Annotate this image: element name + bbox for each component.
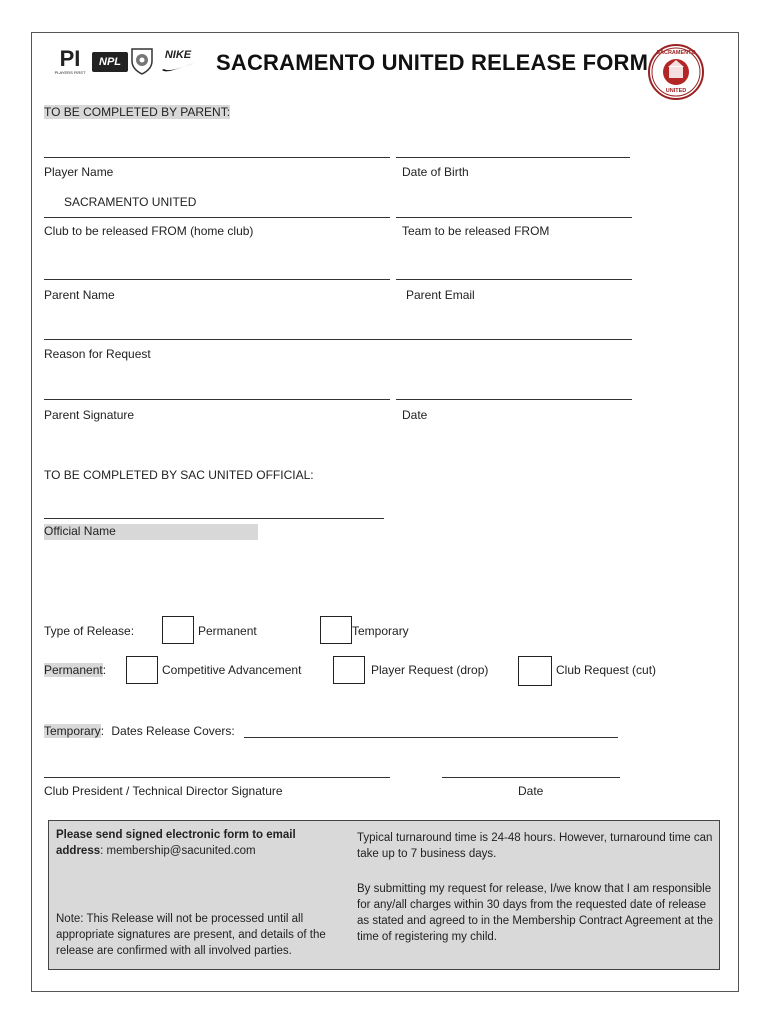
club-request-option-label: Club Request (cut) <box>556 663 657 677</box>
swoosh-icon <box>160 61 196 73</box>
club-line[interactable] <box>44 217 390 218</box>
official-name-label: Official Name <box>44 524 258 540</box>
nike-logo <box>158 48 198 74</box>
pi-logo-text: PI <box>59 45 81 71</box>
npl-logo <box>92 52 128 72</box>
parent-signature-line[interactable] <box>44 399 390 400</box>
player-request-checkbox[interactable] <box>333 656 365 684</box>
dates-line[interactable] <box>244 737 618 738</box>
player-name-label: Player Name <box>44 165 114 179</box>
dob-line[interactable] <box>396 157 630 158</box>
nike-logo-text: NIKE <box>164 48 192 61</box>
type-of-release-label: Type of Release: <box>44 624 135 638</box>
permanent-type-text: Permanent <box>44 663 103 677</box>
parent-date-line[interactable] <box>396 399 632 400</box>
official-name-line[interactable] <box>44 518 384 519</box>
npl-logo-text: NPL <box>99 56 121 68</box>
dob-label: Date of Birth <box>402 165 469 179</box>
processing-note: Note: This Release will not be processed until all appropriate signatures are present, and details of the release are confirmed with all involved parties. <box>56 913 326 957</box>
permanent-type-colon: : <box>102 663 107 677</box>
parent-name-label: Parent Name <box>44 288 115 302</box>
pi-logo-subtext: PLAYERS FIRST <box>54 69 86 75</box>
crest-text-top: SACRAMENTO <box>656 50 696 56</box>
permanent-checkbox[interactable] <box>162 616 194 644</box>
president-signature-label: Club President / Technical Director Signature <box>44 784 283 798</box>
parent-section-heading: TO BE COMPLETED BY PARENT: <box>44 105 231 119</box>
official-section-heading: TO BE COMPLETED BY SAC UNITED OFFICIAL: <box>44 468 314 482</box>
team-label: Team to be released FROM <box>402 224 550 238</box>
email-instruction-bold: Please send signed electronic form to email address <box>56 829 296 857</box>
temporary-type-text: Temporary <box>44 724 101 738</box>
competitive-checkbox[interactable] <box>126 656 158 684</box>
parent-signature-label: Parent Signature <box>44 408 135 422</box>
reason-line[interactable] <box>44 339 632 340</box>
dates-label: Dates Release Covers: <box>111 724 235 738</box>
competitive-option-label: Competitive Advancement <box>162 663 302 677</box>
page-title: SACRAMENTO UNITED RELEASE FORM <box>216 50 649 75</box>
club-value: SACRAMENTO UNITED <box>64 195 197 209</box>
team-line[interactable] <box>396 217 632 218</box>
responsibility-text: By submitting my request for release, I/we know that I am responsible for any/all charges within 30 days from the requested date of release as stated and agreed to in the Membership Contract Agreement at the time of registering my child. <box>357 883 714 943</box>
parent-email-line[interactable] <box>396 279 632 280</box>
temporary-type-colon: : <box>100 724 105 738</box>
permanent-option-label: Permanent <box>198 624 257 638</box>
email-address[interactable]: : membership@sacunited.com <box>100 845 256 857</box>
pi-logo <box>52 46 88 76</box>
parent-email-label: Parent Email <box>406 288 475 302</box>
club-request-checkbox[interactable] <box>518 656 552 686</box>
permanent-type-label <box>44 663 106 677</box>
player-name-line[interactable] <box>44 157 390 158</box>
club-label: Club to be released FROM (home club) <box>44 224 254 238</box>
president-date-line[interactable] <box>442 777 620 778</box>
email-instruction <box>56 827 346 859</box>
temporary-checkbox[interactable] <box>320 616 352 644</box>
turnaround-text: Typical turnaround time is 24-48 hours. However, turnaround time can take up to 7 business days. <box>357 832 713 860</box>
player-request-option-label: Player Request (drop) <box>371 663 489 677</box>
club-crest <box>648 44 704 100</box>
temporary-dates-row <box>44 724 235 738</box>
temporary-option-label: Temporary <box>352 624 409 638</box>
president-signature-line[interactable] <box>44 777 390 778</box>
parent-date-label: Date <box>402 408 428 422</box>
crest-text-bottom: UNITED <box>665 88 687 94</box>
reason-label: Reason for Request <box>44 347 151 361</box>
parent-name-line[interactable] <box>44 279 390 280</box>
shield-icon <box>130 47 154 75</box>
president-date-label: Date <box>518 784 544 798</box>
